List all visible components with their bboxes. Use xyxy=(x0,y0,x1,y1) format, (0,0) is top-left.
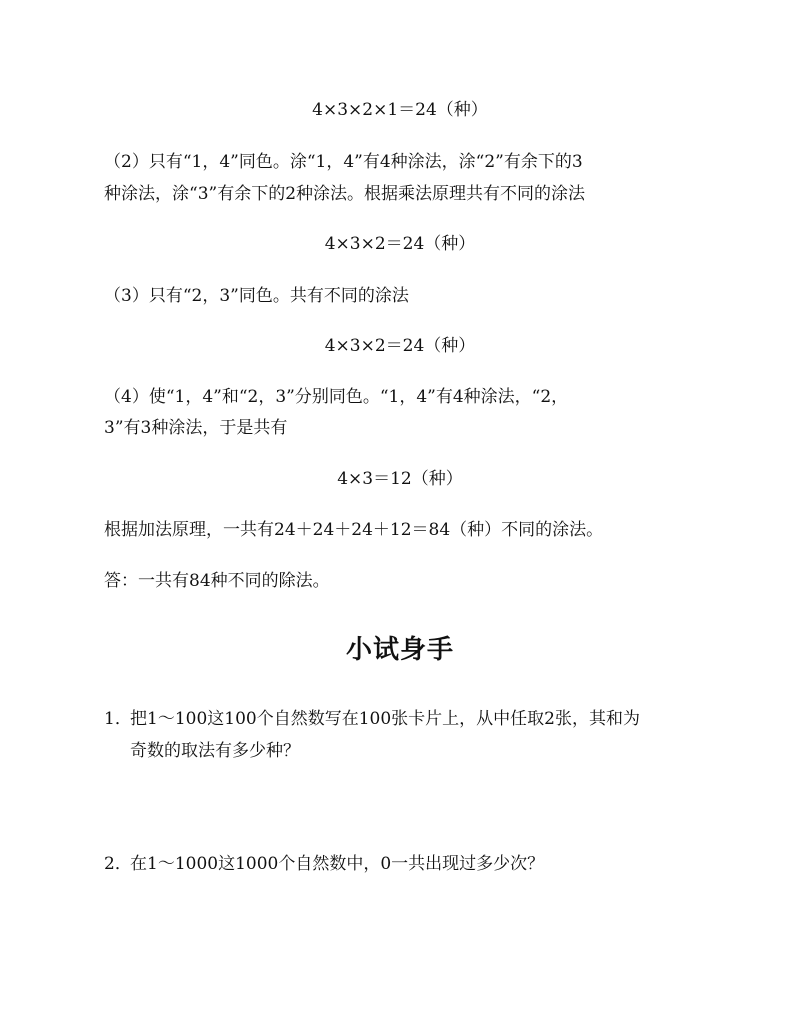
question-2-number: 2． xyxy=(104,854,132,874)
question-1-text-line-1: 把1～100这100个自然数写在100张卡片上，从中任取2张，其和为 xyxy=(130,709,640,729)
case-3-paragraph: （3）只有“2，3”同色。共有不同的涂法 xyxy=(104,286,409,306)
formula-case-1: 4×3×2×1＝24（种） xyxy=(312,100,488,120)
addition-rule-paragraph: 根据加法原理，一共有24＋24＋24＋12＝84（种）不同的涂法。 xyxy=(104,520,604,540)
case-2-paragraph-line-1: （2）只有“1，4”同色。涂“1，4”有4种涂法，涂“2”有余下的3 xyxy=(104,152,583,172)
case-4-paragraph-line-1: （4）使“1，4”和“2，3”分别同色。“1，4”有4种涂法，“2， xyxy=(104,387,569,407)
case-4-paragraph-line-2: 3”有3种涂法，于是共有 xyxy=(104,418,288,438)
formula-case-3: 4×3×2＝24（种） xyxy=(324,336,476,356)
practice-section-title: 小试身手 xyxy=(345,635,454,665)
case-2-paragraph-line-2: 种涂法，涂“3”有余下的2种涂法。根据乘法原理共有不同的涂法 xyxy=(104,184,586,204)
answer-paragraph: 答：一共有84种不同的除法。 xyxy=(104,571,330,591)
question-2-text-line-1: 在1～1000这1000个自然数中，0一共出现过多少次？ xyxy=(130,854,545,874)
question-1-number: 1． xyxy=(104,709,132,729)
formula-case-4: 4×3＝12（种） xyxy=(337,469,463,489)
formula-case-2: 4×3×2＝24（种） xyxy=(324,234,476,254)
question-1-text-line-2: 奇数的取法有多少种？ xyxy=(130,741,300,761)
